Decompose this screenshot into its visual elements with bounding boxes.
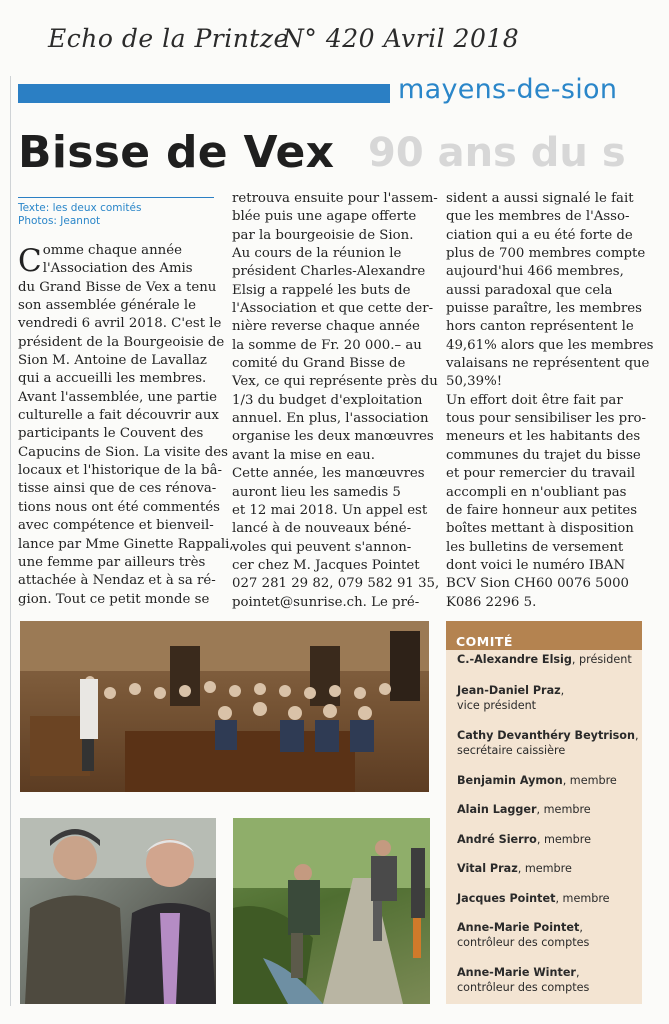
committee-member: [457, 652, 632, 667]
article-line: BCV Sion CH60 0076 5000: [446, 576, 630, 592]
article-line: président Charles-Alexandre: [232, 264, 426, 280]
article-line: aujourd'hui 466 membres,: [446, 264, 624, 280]
member-role: , membre: [562, 774, 617, 787]
member-role: vice président: [457, 699, 537, 712]
article-line: ciation qui a eu été forte de: [446, 227, 633, 243]
member-role: ,: [634, 729, 639, 742]
article-line: qui a accueilli les membres.: [18, 371, 207, 387]
member-name: André Sierro: [457, 833, 537, 846]
credit-rule: [18, 197, 214, 198]
member-name: Anne-Marie Winter: [457, 966, 576, 979]
member-role: ,: [575, 966, 580, 979]
text-credit: Texte: les deux comités: [18, 202, 142, 214]
article-line: de faire honneur aux petites: [446, 502, 638, 518]
article-line-text: omme chaque année: [42, 243, 182, 258]
article-line: Capucins de Sion. La visite des: [18, 444, 228, 460]
article-line: pointet@sunrise.ch. Le pré-: [232, 594, 420, 610]
two-men-portrait-photo: [20, 818, 216, 1004]
church-assembly-photo: [20, 621, 429, 792]
committee-member: [457, 861, 572, 876]
member-role: contrôleur des comptes: [457, 936, 590, 949]
committee-member: [457, 728, 639, 758]
committee-box: [446, 621, 642, 1004]
section-title: mayens-de-sion: [398, 74, 618, 105]
article-line: cer chez M. Jacques Pointet: [232, 557, 420, 573]
article-line: lancé à de nouveaux béné-: [232, 521, 412, 537]
article-line: du Grand Bisse de Vex a tenu: [18, 279, 217, 295]
committee-member: [457, 891, 610, 906]
article-line: Elsig a rappelé les buts de: [232, 282, 411, 298]
article-line: organise les deux manœuvres: [232, 429, 434, 445]
article-line: Un effort doit être fait par: [446, 392, 623, 408]
member-role: , membre: [517, 862, 572, 875]
article-line: 49,61% alors que les membres: [446, 337, 654, 353]
article-line: président de la Bourgeoisie de: [18, 334, 225, 350]
article-line: l'Association des Amis: [42, 261, 193, 277]
article-line: dont voici le numéro IBAN: [446, 557, 626, 573]
article-line: boîtes mettant à disposition: [446, 521, 634, 537]
article-line: annuel. En plus, l'association: [232, 411, 429, 427]
member-role: , président: [571, 653, 632, 666]
member-name: Vital Praz: [457, 862, 518, 875]
article-line: communes du trajet du bisse: [446, 447, 641, 463]
committee-member: [457, 920, 589, 950]
article-line: par la bourgeoisie de Sion.: [232, 227, 414, 243]
article-line: attachée à Nendaz et à sa ré-: [18, 573, 216, 589]
member-name: Alain Lagger: [457, 803, 537, 816]
article-line: hors canton représentent le: [446, 319, 634, 335]
article-line: nière reverse chaque année: [232, 319, 420, 335]
article-line: Avant l'assemblée, une partie: [18, 389, 218, 405]
article-column-3: [446, 190, 654, 612]
member-name: Jacques Pointet: [457, 892, 556, 905]
article-line: plus de 700 membres compte: [446, 246, 646, 262]
article-line: et pour remercier du travail: [446, 466, 636, 482]
article-line: blée puis une agape offerte: [232, 209, 417, 225]
member-role: contrôleur des comptes: [457, 981, 590, 994]
article-line: Au cours de la réunion le: [232, 246, 402, 262]
member-name: Benjamin Aymon: [457, 774, 563, 787]
article-line: l'Association et que cette der-: [232, 301, 434, 317]
article-line: K086 2296 5.: [446, 594, 537, 610]
article-line: une femme par ailleurs très: [18, 554, 206, 570]
article-line: meneurs et les habitants des: [446, 429, 641, 445]
article-line: tisse ainsi que de ces rénova-: [18, 481, 217, 497]
drop-cap: C: [18, 243, 42, 279]
committee-member: [457, 965, 589, 995]
article-line: les bulletins de versement: [446, 539, 624, 555]
facing-page-headline: 90 ans du s: [368, 130, 626, 176]
article-line: puisse paraître, les membres: [446, 301, 642, 317]
article-headline: Bisse de Vex: [18, 127, 335, 178]
article-line: vendredi 6 avril 2018. C'est le: [18, 316, 222, 332]
committee-member: [457, 832, 591, 847]
article-line: participants le Couvent des: [18, 426, 204, 442]
article-line: Vex, ce qui représente près du: [232, 374, 438, 390]
article-line: auront lieu les samedis 5: [232, 484, 401, 500]
article-line: avec compétence et bienveil-: [18, 518, 214, 534]
member-name: Anne-Marie Pointet: [457, 921, 580, 934]
article-line: tous pour sensibiliser les pro-: [446, 411, 647, 427]
article-line: voles qui peuvent s'annon-: [232, 539, 412, 555]
article-line: tions nous ont été commentés: [18, 499, 220, 515]
member-role: ,: [579, 921, 583, 934]
member-name: Jean-Daniel Praz: [457, 684, 561, 697]
member-role: ,: [560, 684, 565, 697]
photo-credit: Photos: Jeannot: [18, 215, 101, 227]
member-name: C.-Alexandre Elsig: [457, 653, 572, 666]
article-line: gion. Tout ce petit monde se: [18, 591, 210, 607]
member-role: , membre: [536, 833, 591, 846]
section-bar: [18, 84, 390, 103]
member-role: , membre: [555, 892, 610, 905]
committee-member: [457, 773, 617, 788]
member-role: secrétaire caissière: [457, 744, 566, 757]
committee-member: [457, 802, 591, 817]
handwritten-publication-title: Echo de la Printze: [48, 24, 289, 53]
handwritten-issue-note: N° 420 Avril 2018: [282, 24, 520, 53]
committee-title: COMITÉ: [456, 634, 513, 649]
member-role: , membre: [536, 803, 591, 816]
article-line: Cette année, les manœuvres: [232, 466, 425, 482]
article-line: et 12 mai 2018. Un appel est: [232, 502, 428, 518]
article-column-2: [232, 190, 439, 612]
article-line: que les membres de l'Asso-: [446, 209, 630, 225]
article-line: 1/3 du budget d'exploitation: [232, 392, 423, 408]
article-line: Sion M. Antoine de Lavallaz: [18, 353, 207, 369]
article-line: valaisans ne représentent que: [446, 356, 650, 372]
article-line: sident a aussi signalé le fait: [446, 191, 634, 206]
bisse-maintenance-photo: [233, 818, 430, 1004]
article-line: avant la mise en eau.: [232, 447, 375, 463]
article-line: 50,39%!: [446, 374, 503, 390]
article-line: 027 281 29 82, 079 582 91 35,: [232, 576, 440, 592]
article-line: aussi paradoxal que cela: [446, 282, 613, 298]
article-line: retrouva ensuite pour l'assem-: [232, 191, 438, 206]
article-column-1: [18, 242, 234, 609]
article-line: locaux et l'historique de la bâ-: [18, 463, 222, 479]
article-line: accompli en n'oubliant pas: [446, 484, 627, 500]
article-line: comité du Grand Bisse de: [232, 356, 406, 372]
article-line: la somme de Fr. 20 000.– au: [232, 337, 422, 353]
committee-member: [457, 683, 564, 713]
article-line: son assemblée générale le: [18, 298, 196, 314]
article-line: lance par Mme Ginette Rappali,: [18, 536, 234, 552]
member-name: Cathy Devanthéry Beytrison: [457, 729, 635, 742]
article-line: culturelle a fait découvrir aux: [18, 408, 219, 424]
page-margin-line: [10, 76, 11, 1006]
